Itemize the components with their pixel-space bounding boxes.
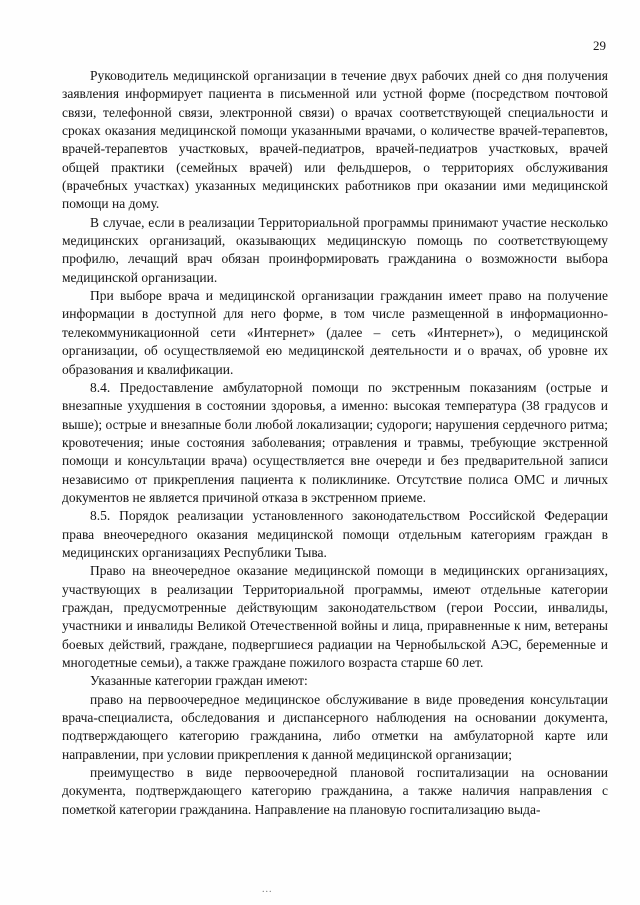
body-text xyxy=(62,67,608,819)
page-number: 29 xyxy=(593,38,606,53)
paragraph-section-8-4: 8.4. Предоставление амбулаторной помощи по экстренным показаниям (острые и внезапные ухудшения в состоянии здоровья, а именно: высокая температура (38 градусов и выше); острые и внезапные боли любой локализации; судороги; нарушения сердечного ритма; кровотечения; иные состояния заболевания; отравления и травмы, требующие экстренной помощи и консультации врача) осуществляется вне очереди и без предварительной записи независимо от прикрепления пациента к поликлинике. Отсутствие полиса ОМС и личных документов не является причиной отказа в экстренном приеме. xyxy=(62,379,608,505)
paragraph-priority-hospitalization: преимущество в виде первоочередной плановой госпитализации на основании документа, подтверждающего категорию гражданина, а также наличия направления с пометкой категории гражданина. Направление на плановую госпитализацию выда- xyxy=(62,765,608,817)
footer-scan-mark: ... xyxy=(262,884,273,895)
paragraph-section-8-5: 8.5. Порядок реализации установленного законодательством Российской Федерации права внеочередного оказания медицинской помощи отдельным категориям граждан в медицинских организациях Республики Тыва. xyxy=(62,508,608,560)
paragraph-several-organizations: В случае, если в реализации Территориальной программы принимают участие несколько медицинских организаций, оказывающих медицинскую помощь по соответствующему профилю, лечащий врач обязан проинформировать гражданина о возможности выбора медицинской организации. xyxy=(62,214,608,285)
paragraph-priority-service: право на первоочередное медицинское обслуживание в виде проведения консультации врача-специалиста, обследования и диспансерного наблюдения на основании документа, подтверждающего категорию гражданина, либо отметки на амбулаторной карте или направлении, при условии прикрепления к данной медицинской организации; xyxy=(62,691,608,762)
paragraph-categories-have: Указанные категории граждан имеют: xyxy=(90,673,308,689)
paragraph-right-to-information: При выборе врача и медицинской организации гражданин имеет право на получение информации в доступной для него форме, в том числе размещенной в информационно-телекоммуникационной сети «Интернет» (далее – сеть «Интернет»), о медицинской организации, об осуществляемой ею медицинской деятельности и о врачах, об уровне их образования и квалификации. xyxy=(62,288,608,377)
paragraph-priority-right: Право на внеочередное оказание медицинской помощи в медицинских организациях, участвующих в реализации Территориальной программы, имеют отдельные категории граждан, предусмотренные действующим законодательством (герои России, инвалиды, участники и инвалиды Великой Отечественной войны и лица, приравненные к ним, ветераны боевых действий, граждане, подвергшиеся радиации на Чернобыльской АЭС, беременные и многодетные семьи), а также граждане пожилого возраста старше 60 лет. xyxy=(62,563,608,670)
paragraph-doctor-info: Руководитель медицинской организации в течение двух рабочих дней со дня получения заявления информирует пациента в письменной или устной форме (посредством почтовой связи, телефонной связи, электронной связи) о врачах соответствующей специальности и сроках оказания медицинской помощи указанными врачами, о количестве врачей-терапевтов, врачей-терапевтов участковых, врачей-педиатров, врачей-педиатров участковых, врачей общей практики (семейных врачей) или фельдшеров, о территориях обслуживания (врачебных участках) указанных медицинских работников при оказании ими медицинской помощи на дому. xyxy=(62,68,608,212)
